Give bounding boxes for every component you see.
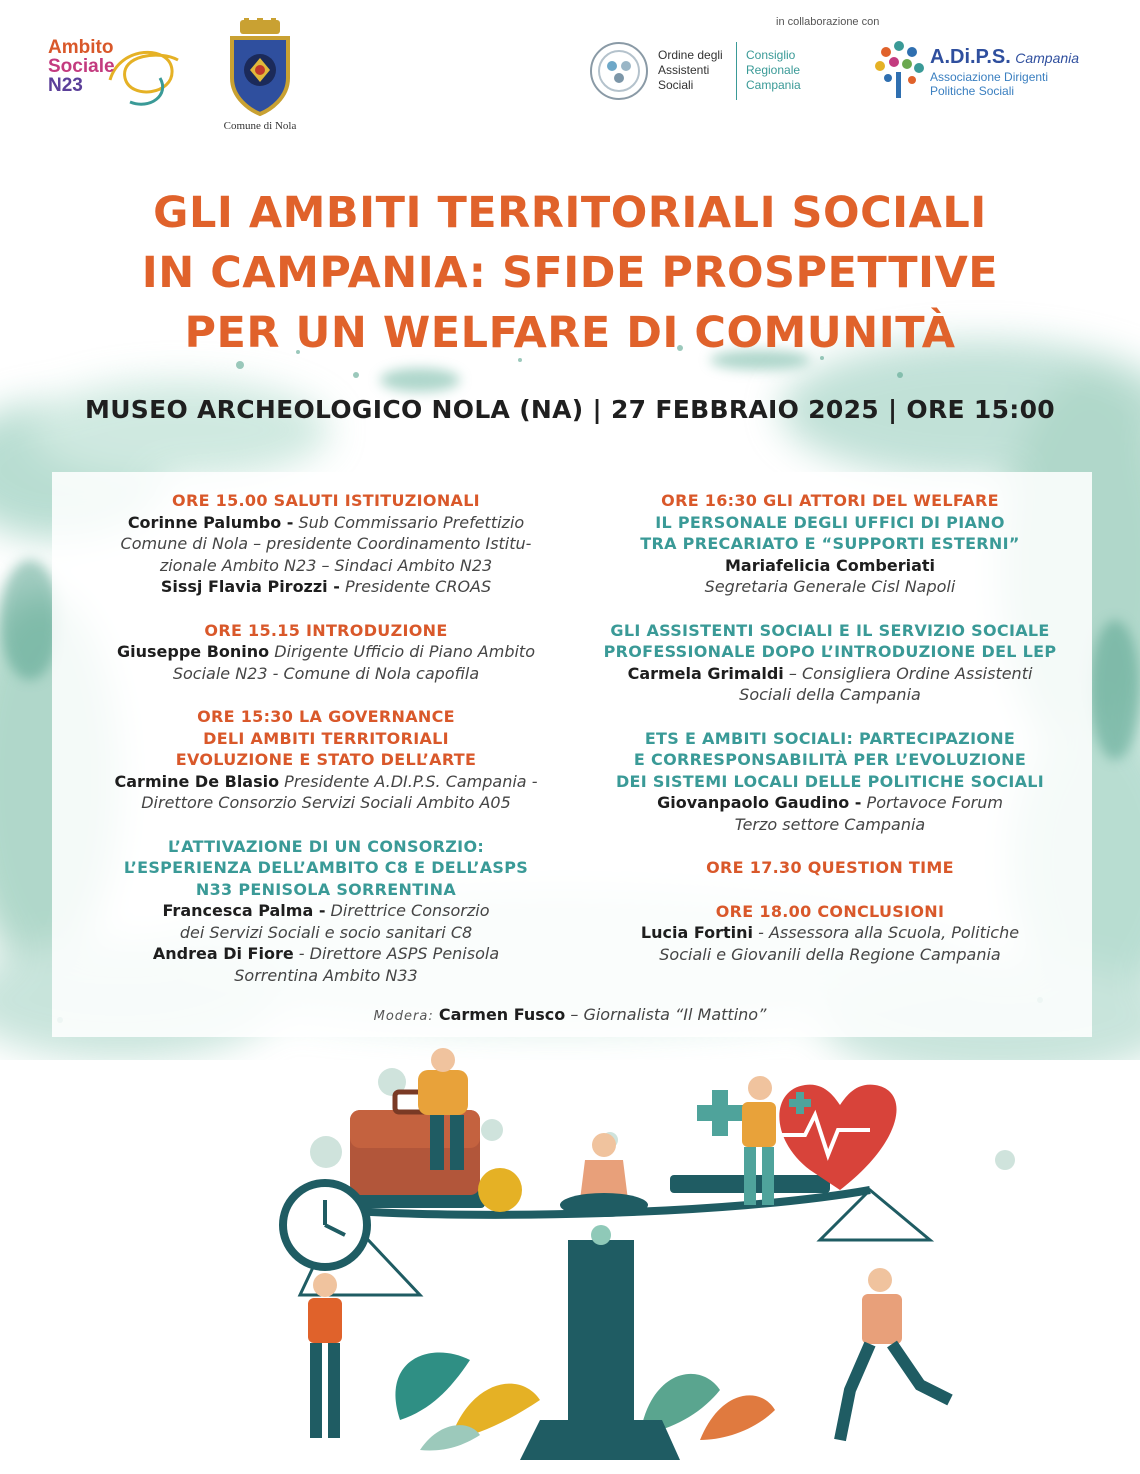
ambito-line-1: Ambito <box>48 37 114 58</box>
speaker-line <box>52 555 600 577</box>
section-heading: L’ESPERIENZA DELL’AMBITO C8 E DELL’ASPS <box>123 858 529 877</box>
balance-scale <box>300 1175 930 1460</box>
speaker-role: dei Servizi Sociali e socio sanitari C8 <box>179 922 473 942</box>
speaker-role: Sorrentina Ambito N33 <box>234 965 418 985</box>
section-heading: DELI AMBITI TERRITORIALI <box>203 728 449 748</box>
comune-di-nola-logo <box>210 18 310 138</box>
ordine-right-1: Consiglio <box>746 48 796 62</box>
speaker-name: Mariafelicia Comberiati <box>724 555 936 575</box>
collaboration-label: in collaborazione con <box>776 16 880 28</box>
clock-icon <box>283 1183 367 1267</box>
speaker-line <box>580 663 1080 685</box>
ambito-line-3: N23 <box>48 75 83 96</box>
speaker-name: Francesca Palma - <box>162 901 326 920</box>
speaker-role: Segretaria Generale Cisl Napoli <box>704 577 956 596</box>
adips-sub-1: Associazione Dirigenti <box>930 70 1049 84</box>
speaker-name: Lucia Fortini <box>640 923 754 942</box>
moderator-line <box>0 1005 1140 1024</box>
speaker-role: Direttore Consorzio Servizi Sociali Ambito A05 <box>141 793 511 812</box>
speaker-line <box>580 555 1080 577</box>
ambito-line-2: Sociale <box>48 56 115 77</box>
program-section <box>52 836 600 987</box>
speaker-line <box>580 792 1080 814</box>
speaker-line <box>52 965 600 987</box>
speaker-role: zionale Ambito N23 – Sindaci Ambito N23 <box>159 555 493 575</box>
speaker-role: Sociali e Giovanili della Regione Campania <box>659 944 1001 964</box>
ordine-left-1: Ordine degli <box>658 48 723 62</box>
section-heading: ORE 16:30 GLI ATTORI DEL WELFARE <box>661 491 999 510</box>
title-line-1: GLI AMBITI TERRITORIALI SOCIALI <box>153 188 987 238</box>
speaker-line <box>580 814 1080 836</box>
speaker-role: Portavoce Forum <box>861 793 1003 812</box>
speaker-role: Terzo settore Campania <box>734 814 926 834</box>
speaker-role: Sociali della Campania <box>739 685 921 704</box>
adips-region: Campania <box>1015 50 1080 66</box>
speaker-line <box>580 922 1080 944</box>
speaker-line <box>52 792 600 814</box>
program-box <box>52 472 1092 1037</box>
speaker-name: Andrea Di Fiore <box>152 944 294 963</box>
speaker-line <box>580 576 1080 598</box>
program-section <box>580 490 1080 598</box>
ordine-right-2: Regionale <box>746 63 801 77</box>
ordine-left-2: Assistenti <box>658 63 710 77</box>
venue-date-time: MUSEO ARCHEOLOGICO NOLA (NA) | 27 FEBBRAIO 2025 | ORE 15:00 <box>85 395 1055 424</box>
person-meditating <box>560 1133 648 1217</box>
speaker-role: Presidente CROAS <box>339 577 492 596</box>
adips-name: A.Di.P.S. <box>930 46 1011 68</box>
speaker-name: Carmela Grimaldi <box>627 663 784 683</box>
moderator-role: – Giornalista “Il Mattino” <box>565 1005 767 1024</box>
program-section <box>52 490 600 598</box>
speaker-role: Direttrice Consorzio <box>325 901 490 920</box>
program-section <box>52 620 600 685</box>
section-heading: N33 PENISOLA SORRENTINA <box>195 879 457 899</box>
speaker-role: - Direttore ASPS Penisola <box>293 944 500 963</box>
speaker-line <box>52 576 600 598</box>
section-subheading: TRA PRECARIATO E “SUPPORTI ESTERNI” <box>640 534 1020 553</box>
speaker-name: Sissj Flavia Pirozzi - <box>160 577 340 596</box>
section-heading: EVOLUZIONE E STATO DELL’ARTE <box>175 750 477 769</box>
speaker-line <box>52 641 600 663</box>
speaker-name: Corinne Palumbo - <box>127 512 294 532</box>
program-section <box>580 728 1080 836</box>
ordine-right-3: Campania <box>746 78 801 92</box>
title-line-2: IN CAMPANIA: SFIDE PROSPETTIVE <box>141 248 999 298</box>
speaker-name: Giuseppe Bonino <box>117 642 270 661</box>
person-holding-clock <box>308 1273 342 1438</box>
title-line-3: PER UN WELFARE DI COMUNITÀ <box>184 308 956 358</box>
section-heading: L’ATTIVAZIONE DI UN CONSORZIO: <box>167 836 485 856</box>
tree-icon <box>872 38 926 100</box>
event-title <box>40 183 1100 363</box>
program-section <box>580 857 1080 879</box>
speaker-name: Giovanpaolo Gaudino - <box>657 793 862 812</box>
program-section <box>580 620 1080 706</box>
speaker-name: Carmine De Blasio <box>114 771 280 791</box>
program-section <box>580 901 1080 966</box>
speaker-line <box>52 533 600 555</box>
speaker-role: Dirigente Ufficio di Piano Ambito <box>269 642 535 661</box>
speaker-line <box>580 684 1080 706</box>
welfare-balance-illustration <box>0 1040 1140 1474</box>
speaker-line <box>52 943 600 965</box>
person-running <box>840 1268 950 1440</box>
section-heading: ORE 17.30 QUESTION TIME <box>706 858 954 877</box>
speaker-line <box>52 922 600 944</box>
speaker-line <box>52 900 600 922</box>
section-heading: ORE 15:30 LA GOVERNANCE <box>197 707 455 726</box>
ordine-divider <box>736 42 737 100</box>
program-left-column <box>52 490 600 1008</box>
section-heading: ETS E AMBITI SOCIALI: PARTECIPAZIONE <box>644 728 1016 748</box>
moderator-name: Carmen Fusco <box>438 1005 566 1024</box>
comune-caption: Comune di Nola <box>223 120 297 132</box>
speaker-line <box>52 663 600 685</box>
section-subheading: IL PERSONALE DEGLI UFFICI DI PIANO <box>655 512 1005 532</box>
speaker-role: Presidente A.DI.P.S. Campania - <box>279 771 538 791</box>
ordine-left-3: Sociali <box>658 78 694 92</box>
ordine-assistenti-logo <box>588 40 828 104</box>
ambito-sociale-logo <box>42 30 182 120</box>
moderator-label: Modera: <box>373 1009 434 1024</box>
section-heading: DEI SISTEMI LOCALI DELLE POLITICHE SOCIALI <box>615 771 1045 791</box>
speaker-role: – Consigliera Ordine Assistenti <box>783 663 1033 683</box>
ordine-emblem-icon <box>588 40 650 102</box>
speaker-role: Sub Commissario Prefettizio <box>293 512 525 532</box>
speaker-role: Comune di Nola – presidente Coordinamento Istitu- <box>120 534 532 553</box>
section-heading: GLI ASSISTENTI SOCIALI E IL SERVIZIO SOCIALE <box>610 620 1050 640</box>
program-right-column <box>580 490 1080 987</box>
adips-logo <box>872 38 1112 102</box>
section-heading: E CORRESPONSABILITÀ PER L’EVOLUZIONE <box>633 750 1027 769</box>
speaker-role: Sociale N23 - Comune di Nola capofila <box>172 663 480 683</box>
speaker-role: - Assessora alla Scuola, Politiche <box>753 923 1020 942</box>
section-heading: ORE 15.15 INTRODUZIONE <box>204 620 448 640</box>
coat-of-arms-icon <box>210 18 310 118</box>
speaker-line <box>580 944 1080 966</box>
section-heading: ORE 15.00 SALUTI ISTITUZIONALI <box>172 491 480 510</box>
section-heading: PROFESSIONALE DOPO L’INTRODUZIONE DEL LEP <box>603 642 1057 661</box>
coin-icon <box>478 1168 522 1212</box>
speaker-line <box>52 771 600 793</box>
adips-sub-2: Politiche Sociali <box>930 84 1015 98</box>
speaker-line <box>52 512 600 534</box>
program-section <box>52 706 600 814</box>
section-heading: ORE 18.00 CONCLUSIONI <box>715 901 945 921</box>
